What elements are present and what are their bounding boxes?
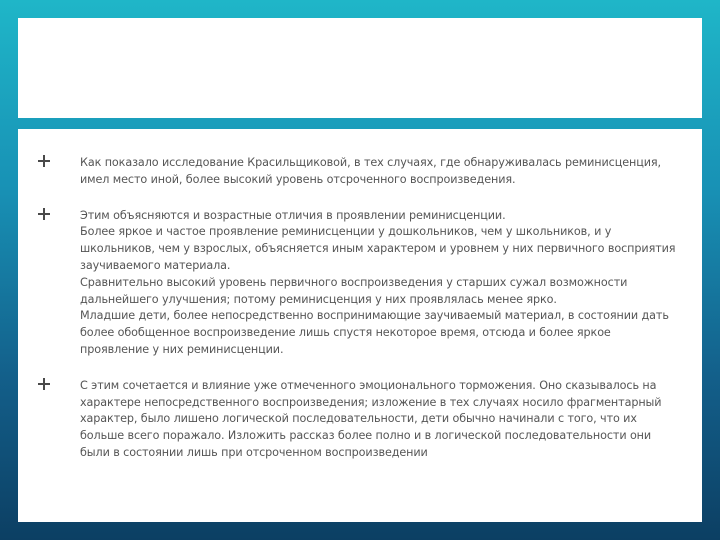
text-line: были в состоянии лишь при отсроченном воспроизведении (80, 445, 428, 459)
text-line: заучиваемого материала. (80, 258, 231, 272)
text-line: больше всего поражало. Изложить рассказ более полно и в логической последовательности они (80, 429, 652, 443)
bullet-item (36, 155, 674, 189)
text-line: характере непосредственного воспроизведения; изложение в тех случаях носило фрагментарный (80, 395, 662, 409)
bullet-item (36, 208, 674, 359)
text-line: проявление у них реминисценции. (80, 342, 284, 356)
bullet-item (36, 378, 674, 462)
text-line: Этим объясняются и возрастные отличия в проявлении реминисценции. (80, 208, 506, 222)
plus-bullet-icon (38, 208, 50, 220)
plus-bullet-icon (38, 155, 50, 167)
text-line: характер, было лишено логической последовательности, дети обычно начинали с того, что их (80, 412, 637, 426)
text-line: дальнейшего улучшения; потому реминисценция у них проявлялась менее ярко. (80, 292, 557, 306)
plus-bullet-icon (38, 378, 50, 390)
text-line: С этим сочетается и влияние уже отмеченного эмоционального торможения. Оно сказывалось на (80, 378, 657, 392)
text-line: имел место иной, более высокий уровень отсроченного воспроизведения. (80, 172, 516, 186)
text-line: Более яркое и частое проявление реминисценции у дошкольников, чем у школьников, и у (80, 225, 612, 239)
text-line: Сравнительно высокий уровень первичного воспроизведения у старших сужал возможности (80, 275, 628, 289)
slide-content (18, 129, 702, 522)
text-line: Младшие дети, более непосредственно воспринимающие заучиваемый материал, в состоянии дать (80, 309, 669, 323)
text-line: школьников, чем у взрослых, объясняется иным характером и уровнем у них первичного восприятия (80, 242, 676, 256)
text-line: более обобщенное воспроизведение лишь спустя некоторое время, отсюда и более яркое (80, 326, 611, 340)
text-line: Как показало исследование Красильщиковой, в тех случаях, где обнаруживалась реминисценция, (80, 156, 661, 169)
slide-title-box (18, 18, 702, 118)
